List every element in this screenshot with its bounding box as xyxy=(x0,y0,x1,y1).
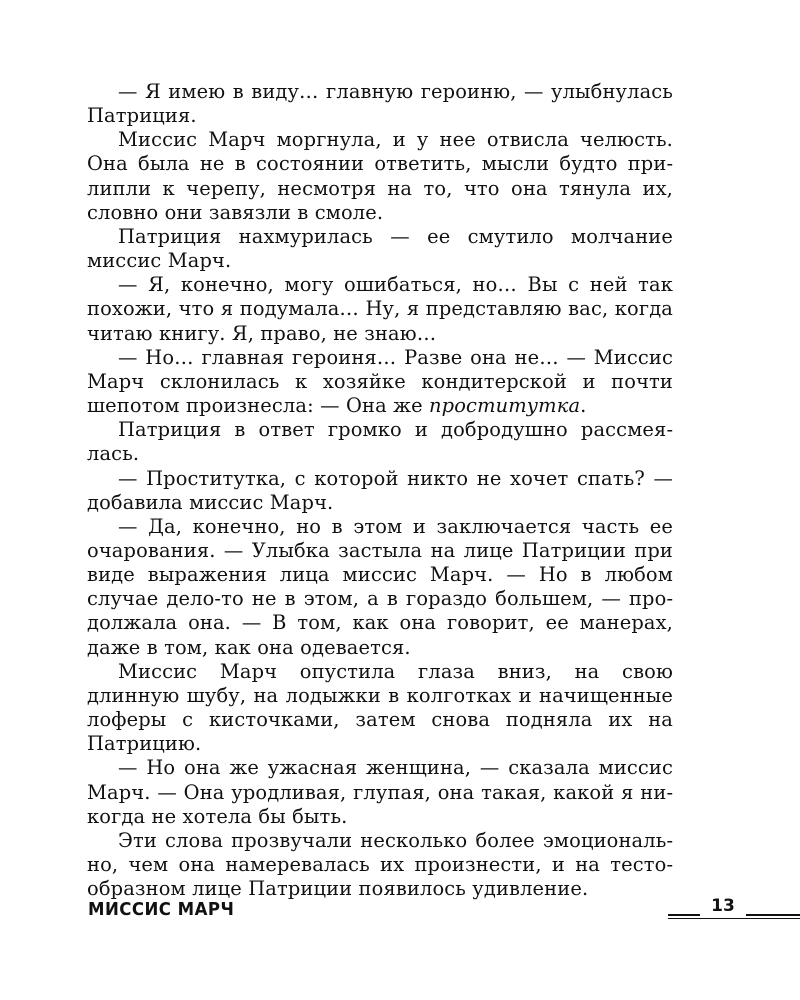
paragraph: Патриция нахмурилась — ее смутило молчание миссис Марч. xyxy=(87,224,673,273)
running-title: МИССИС МАРЧ xyxy=(88,899,235,920)
paragraph xyxy=(87,346,673,418)
paragraph: — Проститутка, с которой никто не хочет спать? — добавила миссис Марч. xyxy=(87,466,673,514)
paragraph: — Да, конечно, но в этом и заключается часть ее очарования. — Улыбка застыла на лице Патриции при виде выражения лица миссис Марч. — Но в любом случае дело-то не в этом, а в гораздо большем, — продолжала она. — В том, как она говорит, ее манерах, даже в том, как она одевается. xyxy=(87,514,673,659)
paragraph: Миссис Марч моргнула, и у нее отвисла челюсть. Она была не в состоянии ответить, мысли будто прилипли к черепу, несмотря на то, что она тянула их, словно они завязли в смоле. xyxy=(87,128,673,224)
text-body xyxy=(87,80,673,901)
emphasized-word: проститутка xyxy=(429,394,581,418)
footer-rule-thin xyxy=(668,918,800,919)
paragraph: Патриция в ответ громко и добродушно рассмеялась. xyxy=(87,418,673,466)
paragraph-text: — Но… главная героиня… Разве она не… — Миссис Марч склонилась к хозяйке кондитерской и почти шепотом произнесла: — Она же xyxy=(87,345,673,418)
paragraph-text-end: . xyxy=(580,394,587,418)
paragraph: Эти слова прозвучали несколько более эмоционально, чем она намеревалась их произнести, и на тестообразном лице Патриции появилось удивление. xyxy=(87,828,673,901)
paragraph: — Я, конечно, могу ошибаться, но… Вы с ней так похожи, что я подумала… Ну, я представляю вас, когда читаю книгу. Я, право, не знаю… xyxy=(87,273,673,345)
page-number: 13 xyxy=(700,896,746,916)
paragraph: Миссис Марч опустила глаза вниз, на свою длинную шубу, на лодыжки в колготках и начищенные лоферы с кисточками, затем снова подняла их на Патрицию. xyxy=(87,659,673,756)
paragraph: — Я имею в виду… главную героиню, — улыбнулась Патриция. xyxy=(87,80,673,128)
paragraph: — Но она же ужасная женщина, — сказала миссис Марч. — Она уродливая, глупая, она такая, какой я никогда не хотела бы быть. xyxy=(87,756,673,828)
